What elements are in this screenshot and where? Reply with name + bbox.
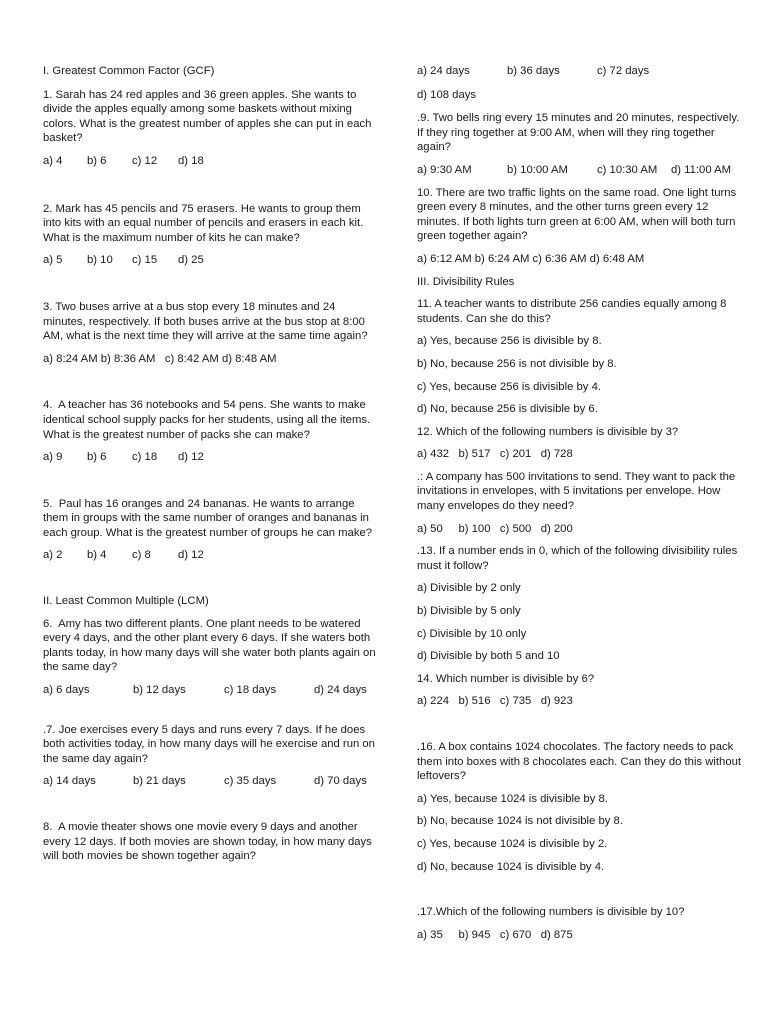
question-6: 6. Amy has two different plants. One plant needs to be watered every 4 days, and the other plant every 6 days. If she waters both plants today, in how many days will she water both plants again on the same day?: [43, 617, 379, 674]
question-13-option-a: a) Divisible by 2 only: [417, 582, 521, 595]
options-line: a) 8:24 AM b) 8:36 AM c) 8:42 AM d) 8:48 AM: [43, 352, 277, 365]
question-1-options: [43, 154, 379, 169]
option-b: b) 21 days: [133, 775, 186, 788]
question-16-option-b: b) No, because 1024 is not divisible by 8.: [417, 815, 623, 828]
question-17: .17.Which of the following numbers is divisible by 10?: [417, 906, 685, 919]
question-9: .9. Two bells ring every 15 minutes and 20 minutes, respectively. If they ring together at 9:00 AM, when will they ring together again?: [417, 112, 743, 154]
question-5: 5. Paul has 16 oranges and 24 bananas. He wants to arrange them in groups with the same number of oranges and bananas in each group. What is the greatest number of groups he can make?: [43, 497, 373, 539]
option-c: c) 72 days: [597, 65, 650, 77]
option-b: b) 12 days: [133, 684, 186, 697]
option-b: b) 10: [87, 254, 113, 267]
question-16: .16. A box contains 1024 chocolates. The factory needs to pack them into boxes with 8 chocolates each. Can they do this without leftovers?: [417, 741, 745, 783]
option-b: b) 10:00 AM: [507, 163, 568, 176]
option-a: a) 2: [43, 549, 63, 562]
question-7: .7. Joe exercises every 5 days and runs every 7 days. If he does both activities today, in how many days will he exercise and run on the same day again?: [43, 723, 379, 765]
option-c: c) 18 days: [224, 684, 277, 697]
option-d: d) 12: [178, 549, 204, 562]
question-13: .13. If a number ends in 0, which of the following divisibility rules must it follow?: [417, 545, 741, 572]
question-1: 1. Sarah has 24 red apples and 36 green apples. She wants to divide the apples equally among some baskets without mixing colors. What is the greatest number of apples she can put in each basket?: [43, 88, 375, 145]
question-16-option-c: c) Yes, because 1024 is divisible by 2.: [417, 837, 608, 850]
option-b: b) 6: [87, 154, 107, 167]
question-4: 4. A teacher has 36 notebooks and 54 pens. She wants to make identical school supply packs for her students, using all the items. What is the greatest number of packs she can make?: [43, 399, 374, 441]
question-10: 10. There are two traffic lights on the same road. One light turns green every 8 minutes, and the other turns green every 12 minutes. If both lights turn green at 6:00 AM, when will both turn green together again?: [417, 186, 740, 243]
option-d: d) 12: [178, 451, 204, 464]
question-13-option-b: b) Divisible by 5 only: [417, 605, 521, 618]
left-column: [43, 64, 379, 864]
option-c: c) 15: [132, 254, 158, 267]
section-heading-lcm: II. Least Common Multiple (LCM): [43, 595, 209, 608]
option-d: d) 25: [178, 254, 204, 267]
option-a: a) 4: [43, 154, 63, 167]
question-14: 14. Which number is divisible by 6?: [417, 672, 595, 685]
question-envelopes-options: a) 50 b) 100 c) 500 d) 200: [417, 522, 573, 535]
option-a: a) 24 days: [417, 65, 470, 77]
section-heading-gcf: I. Greatest Common Factor (GCF): [43, 65, 215, 77]
option-a: a) 6 days: [43, 684, 90, 697]
question-13-option-c: c) Divisible by 10 only: [417, 627, 527, 640]
question-9-options: [417, 163, 747, 178]
question-7-options: [43, 774, 379, 789]
option-a: a) 9: [43, 451, 63, 464]
question-10-options: a) 6:12 AM b) 6:24 AM c) 6:36 AM d) 6:48 AM: [417, 252, 645, 265]
question-2-options: [43, 253, 379, 268]
option-c: c) 35 days: [224, 775, 277, 788]
question-11-option-d: d) No, because 256 is divisible by 6.: [417, 403, 598, 416]
question-5-options: [43, 548, 379, 563]
question-envelopes: .: A company has 500 invitations to send. They want to pack the invitations in envelopes, with 5 invitations per envelope. How many envelopes do they need?: [417, 470, 739, 513]
question-3-options: [43, 352, 379, 367]
option-b: b) 36 days: [507, 65, 560, 77]
question-6-options: [43, 683, 379, 698]
option-b: b) 4: [87, 549, 107, 562]
question-3: 3. Two buses arrive at a bus stop every 18 minutes and 24 minutes, respectively. If both buses arrive at the bus stop at 8:00 AM, what is the next time they will arrive at the same time again?: [43, 300, 368, 343]
question-4-options: [43, 450, 379, 465]
question-12-options: a) 432 b) 517 c) 201 d) 728: [417, 448, 573, 461]
question-16-option-a: a) Yes, because 1024 is divisible by 8.: [417, 792, 608, 805]
question-11-option-a: a) Yes, because 256 is divisible by 8.: [417, 335, 602, 348]
question-8: 8. A movie theater shows one movie every 9 days and another every 12 days. If both movies are shown today, in how many days will both movies be shown together again?: [43, 821, 375, 863]
question-12: 12. Which of the following numbers is divisible by 3?: [417, 425, 679, 438]
option-c: c) 12: [132, 154, 158, 167]
option-c: c) 8: [132, 549, 151, 562]
right-column: [417, 64, 747, 942]
option-d: d) 18: [178, 154, 204, 167]
option-d: d) 24 days: [314, 684, 367, 697]
option-a: a) 9:30 AM: [417, 163, 472, 176]
question-8-option-d: d) 108 days: [417, 88, 477, 101]
question-11-option-b: b) No, because 256 is not divisible by 8.: [417, 357, 617, 370]
option-b: b) 6: [87, 451, 107, 464]
option-a: a) 14 days: [43, 775, 96, 788]
section-heading-divisibility: III. Divisibility Rules: [417, 275, 515, 288]
question-11-option-c: c) Yes, because 256 is divisible by 4.: [417, 380, 601, 393]
option-c: c) 18: [132, 451, 158, 464]
question-11: 11. A teacher wants to distribute 256 candies equally among 8 students. Can she do this?: [417, 298, 730, 325]
question-16-option-d: d) No, because 1024 is divisible by 4.: [417, 860, 605, 873]
question-2: 2. Mark has 45 pencils and 75 erasers. He wants to group them into kits with an equal number of pencils and erasers in each kit. What is the maximum number of kits he can make?: [43, 202, 367, 244]
option-c: c) 10:30 AM: [597, 163, 658, 176]
question-17-options: a) 35 b) 945 c) 670 d) 875: [417, 928, 573, 941]
option-d: d) 70 days: [314, 775, 367, 788]
question-13-option-d: d) Divisible by both 5 and 10: [417, 650, 560, 663]
question-14-options: a) 224 b) 516 c) 735 d) 923: [417, 695, 573, 708]
option-d: d) 11:00 AM: [671, 163, 732, 176]
question-8-options: [417, 64, 747, 79]
option-a: a) 5: [43, 254, 63, 267]
